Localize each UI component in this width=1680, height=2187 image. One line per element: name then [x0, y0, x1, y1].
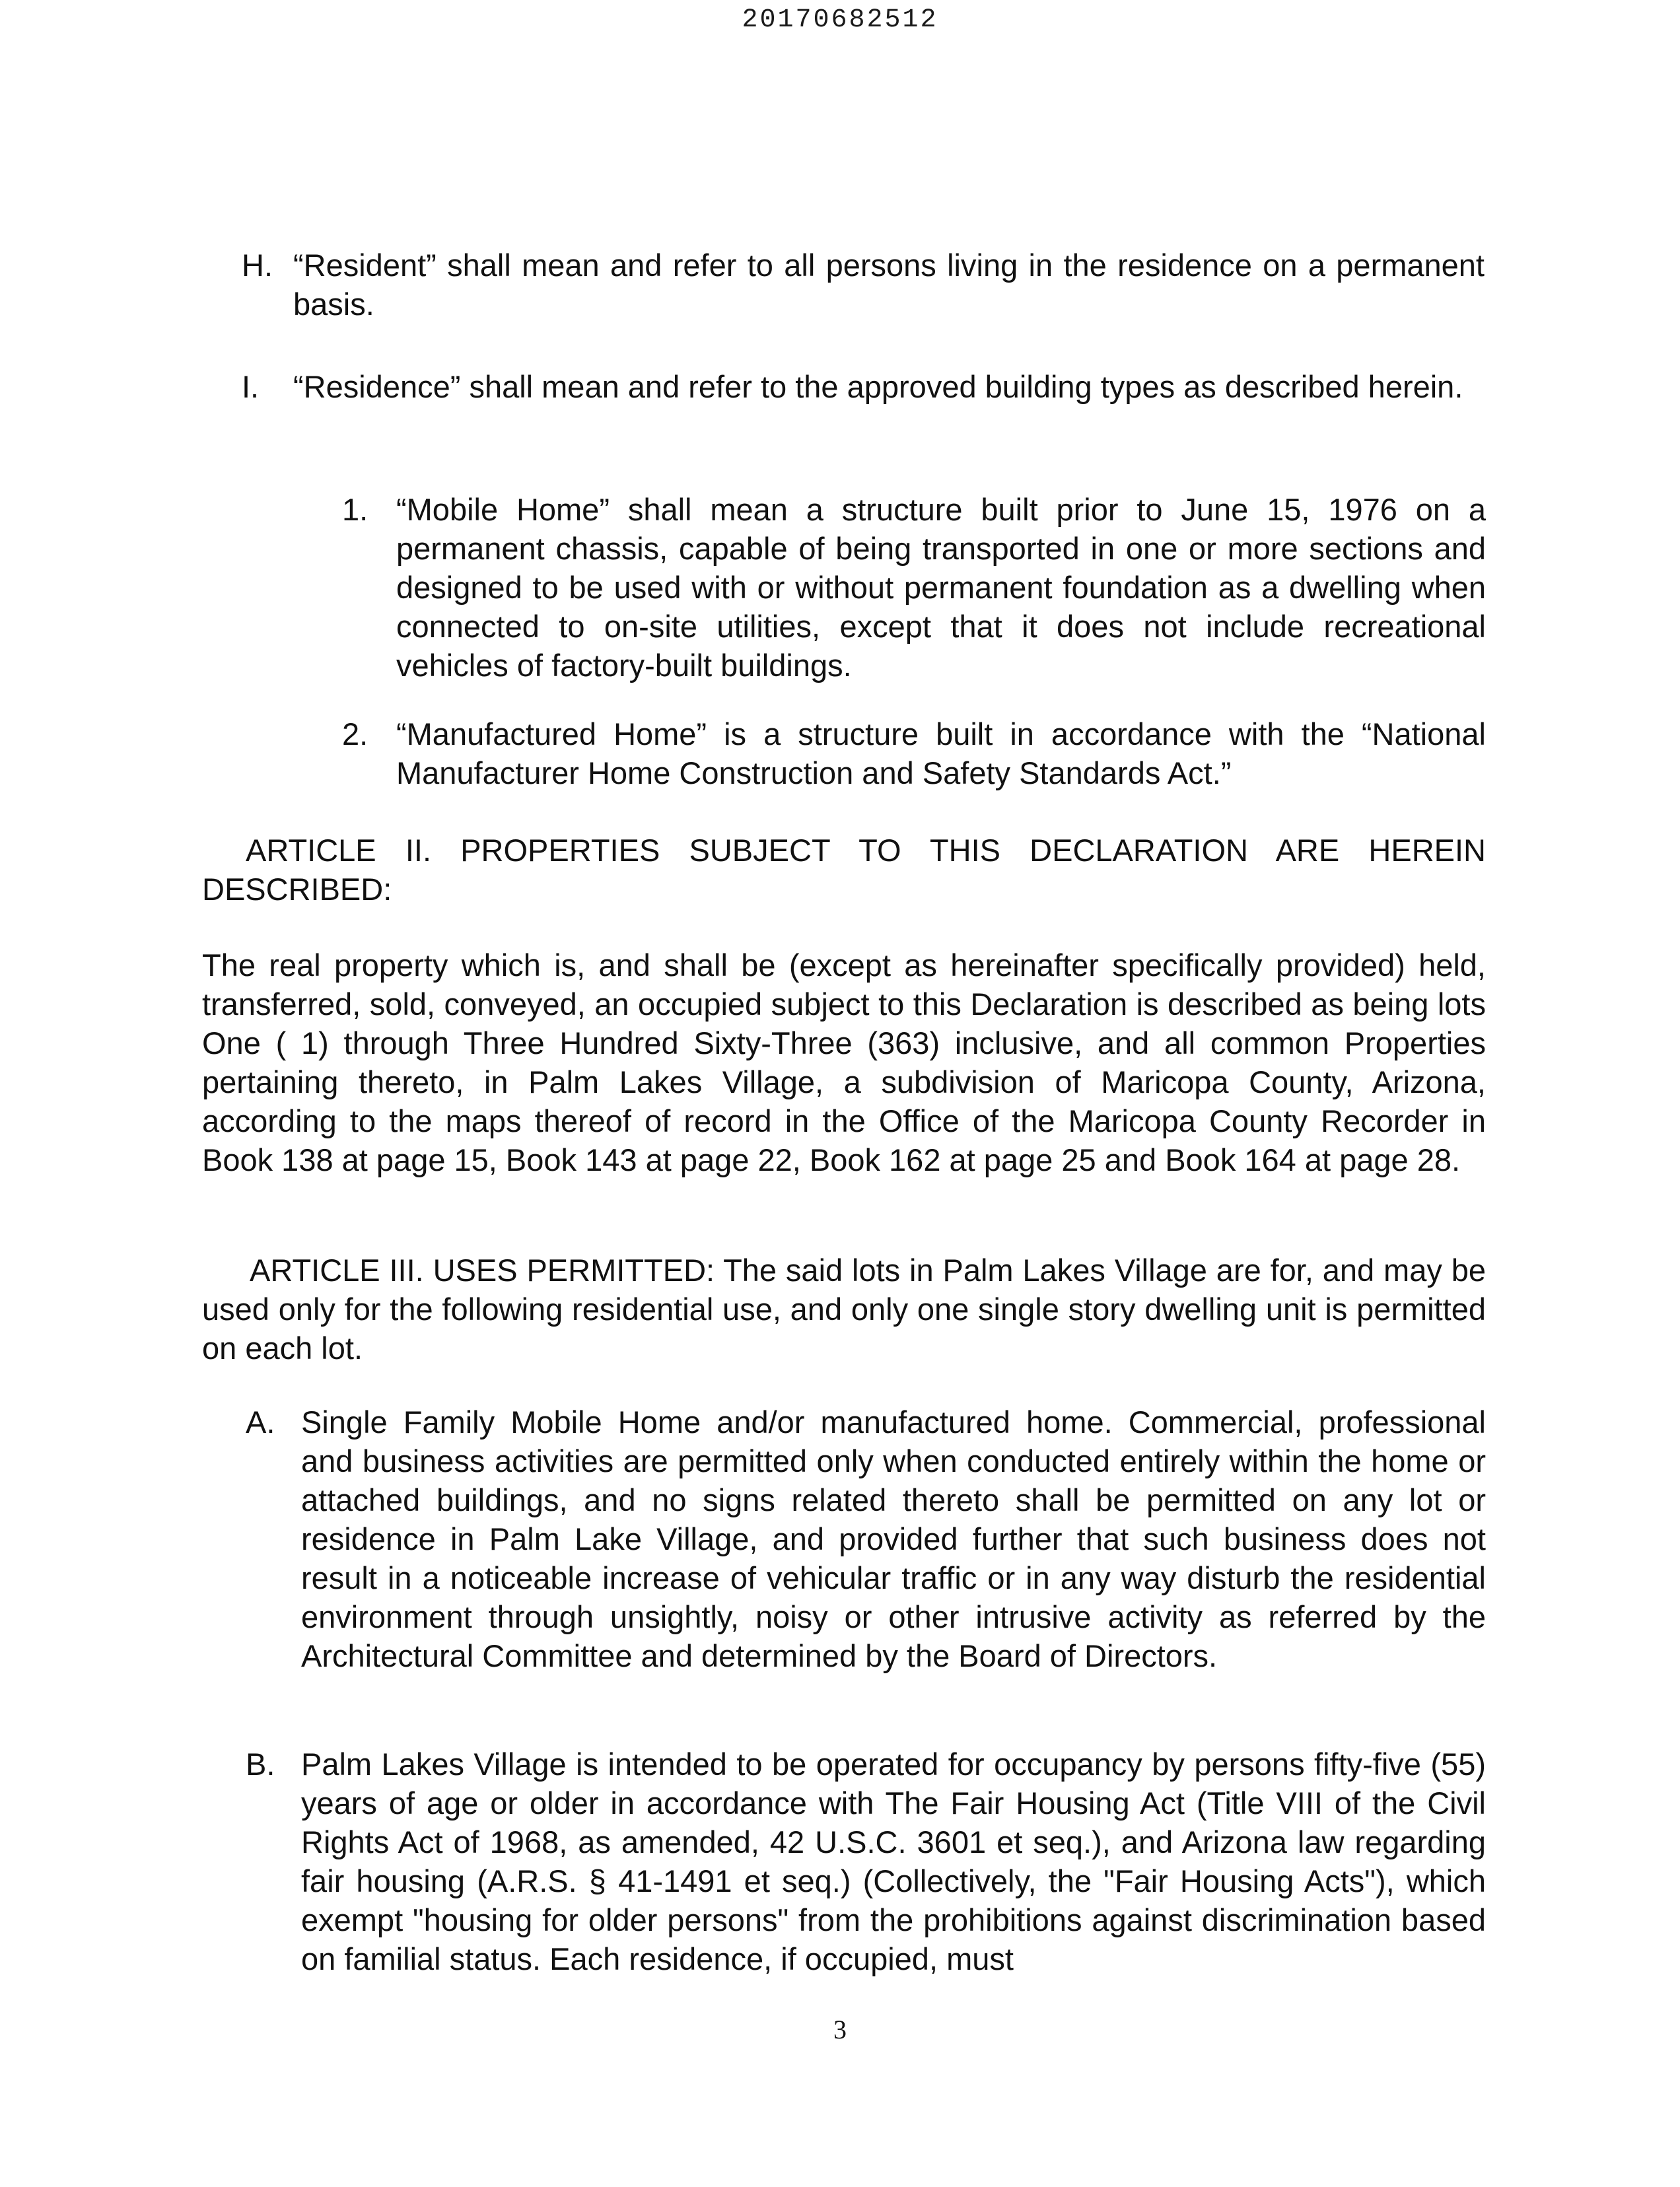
- article-2-body: The real property which is, and shall be (except as hereinafter specifically provided) held, transferred, sold, conveyed, an occupied subject to this Declaration is described as being lots One ( 1) through Three Hundred Sixty-Three (363) inclusive, and all common Properties pertaining thereto, in Palm Lakes Village, a subdivision of Maricopa County, Arizona, according to the maps thereof of record in the Office of the Maricopa County Recorder in Book 138 at page 15, Book 143 at page 22, Book 162 at page 25 and Book 164 at page 28.: [202, 948, 1486, 1177]
- use-b-marker: B.: [246, 1747, 275, 1782]
- use-a-text: Single Family Mobile Home and/or manufactured home. Commercial, professional and business activities are permitted only when conducted entirely within the home or attached buildings, and no signs related thereto shall be permitted on any lot or residence in Palm Lake Village, and provided further that such business does not result in a noticeable increase of vehicular traffic or in any way disturb the residential environment through unsightly, noisy or other intrusive activity as referred by the Architectural Committee and determined by the Board of Directors.: [301, 1405, 1486, 1673]
- definition-i-text: “Residence” shall mean and refer to the approved building types as described herein.: [293, 369, 1463, 404]
- definition-i-2-marker: 2.: [342, 716, 368, 751]
- definition-i-1-text: “Mobile Home” shall mean a structure built prior to June 15, 1976 on a permanent chassis, capable of being transported in one or more sections and designed to be used with or without permanent foundation as a dwelling when connected to on-site utilities, except that it does not include recreational vehicles of factory-built buildings.: [396, 492, 1486, 683]
- definition-i-1-marker: 1.: [342, 492, 368, 527]
- definition-i-2-text: “Manufactured Home” is a structure built in accordance with the “National Manufacturer Home Construction and Safety Standards Act.”: [396, 716, 1486, 790]
- definition-h-text: “Resident” shall mean and refer to all persons living in the residence on a permanent basis.: [293, 248, 1485, 322]
- use-b-text: Palm Lakes Village is intended to be operated for occupancy by persons fifty-five (55) years of age or older in accordance with The Fair Housing Act (Title VIII of the Civil Rights Act of 1968, as amended, 42 U.S.C. 3601 et seq.), and Arizona law regarding fair housing (A.R.S. § 41-1491 et seq.) (Collectively, the "Fair Housing Acts"), which exempt "housing for older persons" from the prohibitions against discrimination based on familial status. Each residence, if occupied, must: [301, 1747, 1486, 1976]
- page-number: 3: [833, 2015, 847, 2044]
- article-3-intro: ARTICLE III. USES PERMITTED: The said lots in Palm Lakes Village are for, and may be used only for the following residential use, and only one single story dwelling unit is permitted on each lot.: [202, 1253, 1486, 1366]
- document-number: 20170682512: [742, 5, 938, 35]
- use-a-marker: A.: [246, 1405, 275, 1440]
- article-2-heading: ARTICLE II. PROPERTIES SUBJECT TO THIS DECLARATION ARE HEREIN DESCRIBED:: [202, 833, 1486, 907]
- definition-h-marker: H.: [242, 248, 273, 283]
- definition-i-marker: I.: [242, 369, 260, 404]
